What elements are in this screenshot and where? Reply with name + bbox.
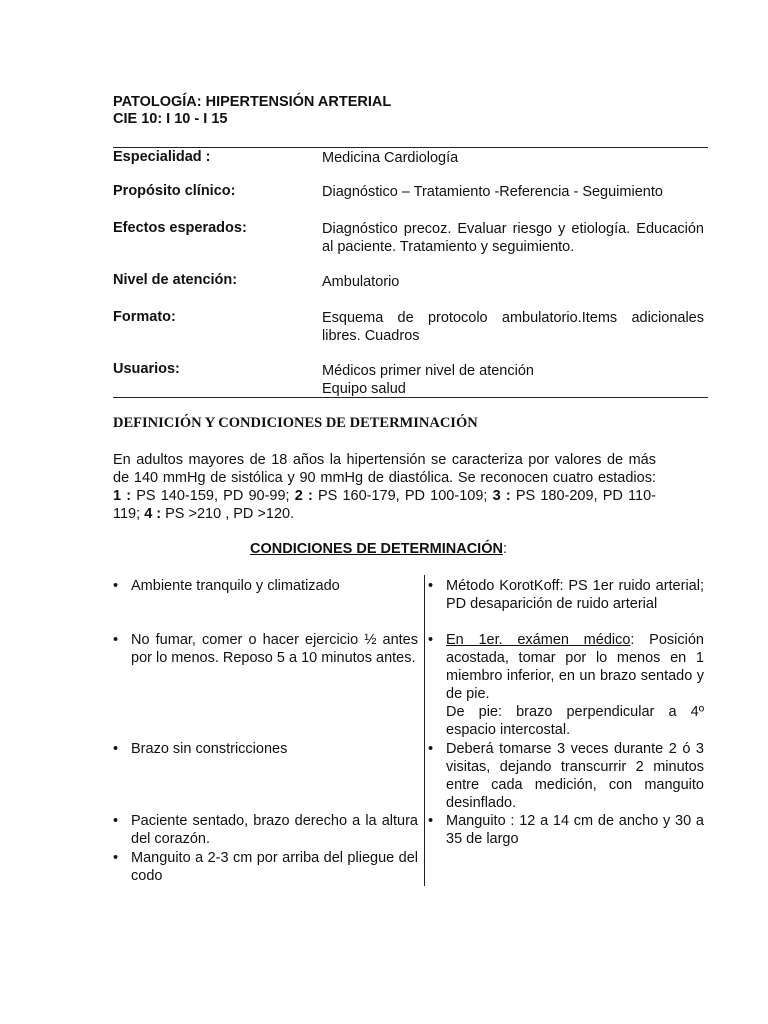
value-formato: Esquema de protocolo ambulatorio.Items adicionales libres. Cuadros: [322, 310, 704, 344]
stage-1-text: PS 140-159, PD 90-99;: [131, 488, 295, 504]
table-bottom-rule: [113, 397, 708, 398]
label-proposito: Propósito clínico:: [113, 183, 236, 199]
value-usuarios-1: Médicos primer nivel de atención: [322, 363, 534, 379]
value-nivel: Ambulatorio: [322, 274, 400, 290]
bullet-icon: •: [113, 850, 119, 866]
bullet-icon: •: [113, 813, 119, 829]
value-usuarios-2: Equipo salud: [322, 381, 406, 397]
label-efectos: Efectos esperados:: [113, 220, 247, 236]
stage-1-num: 1 :: [113, 488, 132, 504]
definition-intro: En adultos mayores de 18 años la hipertensión se caracteriza por valores de más de 140 mmHg de sistólica y 90 mmHg de diastólica. Se reconocen cuatro estadios:: [113, 452, 656, 486]
document-title: PATOLOGÍA: HIPERTENSIÓN ARTERIAL: [113, 94, 392, 110]
bullet-icon: •: [113, 632, 119, 648]
first-exam-label: En 1er. exámen médico: [446, 632, 631, 648]
icd-code: CIE 10: I 10 - I 15: [113, 111, 228, 127]
bullet-icon: •: [113, 578, 119, 594]
definition-heading: DEFINICIÓN Y CONDICIONES DE DETERMINACIÓN: [113, 415, 478, 431]
conditions-heading-text: CONDICIONES DE DETERMINACIÓN: [250, 541, 503, 557]
value-especialidad: Medicina Cardiología: [322, 150, 459, 166]
label-usuarios: Usuarios:: [113, 361, 180, 377]
conditions-heading-colon: :: [502, 541, 507, 557]
value-proposito: Diagnóstico – Tratamiento -Referencia - Seguimiento: [322, 184, 663, 200]
bullet-icon: •: [113, 741, 119, 757]
definition-paragraph: [113, 451, 656, 523]
value-efectos: Diagnóstico precoz. Evaluar riesgo y etiología. Educación al paciente. Tratamiento y seguimiento.: [322, 221, 704, 255]
bullet-icon: •: [428, 578, 434, 594]
label-formato: Formato:: [113, 309, 176, 325]
stage-3-num: 3 :: [492, 488, 511, 504]
bullet-icon: •: [428, 741, 434, 757]
stage-3-text: PS 180-209, PD 110-119;: [113, 488, 656, 522]
document-page: PATOLOGÍA: HIPERTENSIÓN ARTERIAL CIE 10: I 10 - I 15 Especialidad : Medicina Cardiología Propósito clínico: Diagnóstico – Tratamiento -Referencia - Seguimiento Efectos esperados: Diagnóstico precoz. Evaluar riesgo y etiología. Educación al paciente. Tratamiento y seguimiento. Nivel de atención: Ambulatorio Formato: Esquema de protocolo ambulatorio.Items adicionales libres. Cuadros Usuarios: Médicos primer nivel de atención Equipo salud DEFINICIÓN Y CONDICIONES DE DETERMINACIÓN En adultos mayores de 18 años la hipertensión se caracteriza por valores de más de 140 mmHg de sistólica y 90 mmHg de diastólica. Se reconocen cuatro estadios: 1 : PS 140-159, PD 90-99; 2 : PS 160-179, PD 100-109; 3 : PS 180-209, PD 110-119; 4 : PS >210 , PD >120. CONDICIONES DE DETERMINACIÓN: • Ambiente tranquilo y climatizado • No fumar, comer o hacer ejercicio ½ antes por lo menos. Reposo 5 a 10 minutos antes. • Brazo sin constricciones • Paciente sentado, brazo derecho a la altura del corazón. • Manguito a 2-3 cm por arriba del pliegue del codo • Método KorotKoff: PS 1er ruido arterial; PD desaparición de ruido arterial • En 1er. exámen médico: Posición acostada, tomar por lo menos en 1 miembro inferior, en un brazo sentado y de pie. De pie: brazo perpendicular a 4º espacio intercostal. • Deberá tomarse 3 veces durante 2 ó 3 visitas, dejando transcurrir 2 minutos entre cada medición, con manguito desinflado. • Manguito : 12 a 14 cm de ancho y 30 a 35 de largo: [0, 0, 768, 1024]
label-especialidad: Especialidad :: [113, 149, 211, 165]
bullet-icon: •: [428, 813, 434, 829]
stage-4-num: 4 :: [144, 506, 162, 522]
label-nivel: Nivel de atención:: [113, 272, 238, 288]
stage-4-text: PS >210 , PD >120.: [161, 506, 295, 522]
column-divider: [424, 575, 425, 886]
bullet-icon: •: [428, 632, 434, 648]
stage-2-text: PS 160-179, PD 100-109;: [312, 488, 493, 504]
stage-2-num: 2 :: [294, 488, 313, 504]
conditions-heading: [250, 540, 507, 558]
